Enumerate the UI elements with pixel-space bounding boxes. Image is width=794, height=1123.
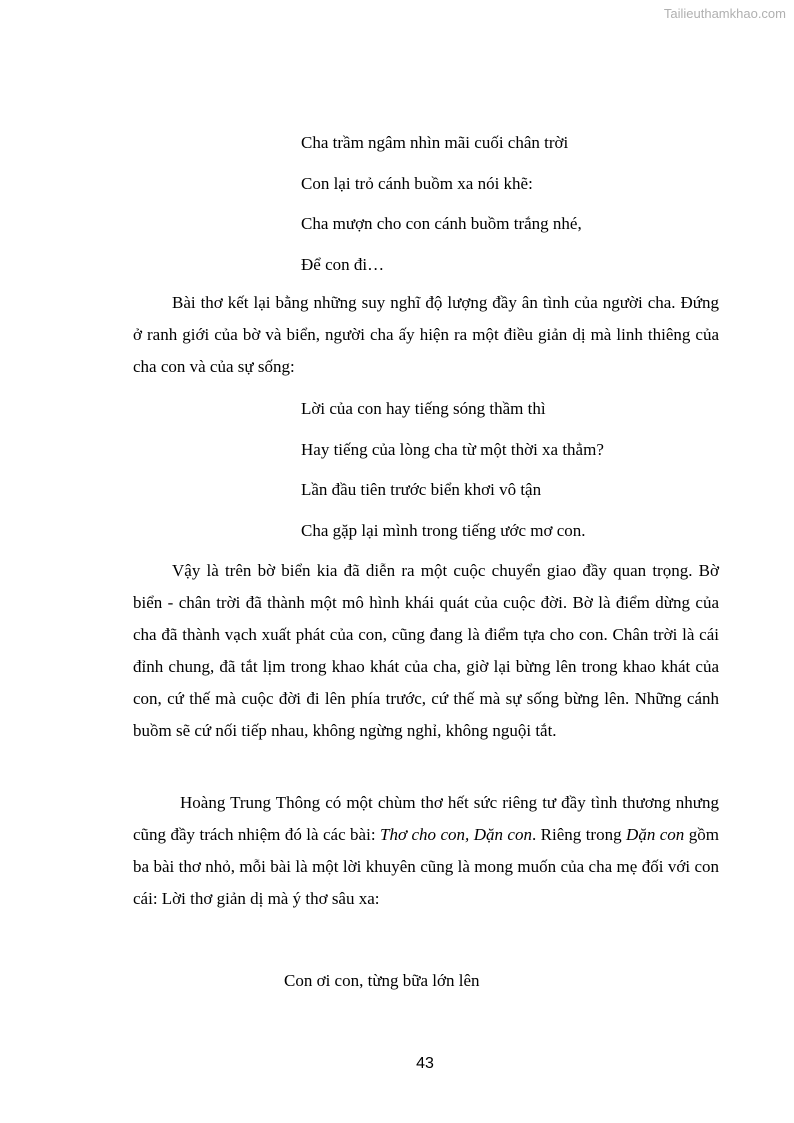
poem-stanza-2 bbox=[301, 399, 604, 561]
poem-title: Dặn con bbox=[626, 825, 685, 844]
poem-titles: Thơ cho con, Dặn con bbox=[380, 825, 532, 844]
paragraph-3 bbox=[133, 787, 719, 915]
paragraph-3-text: gồm ba bài thơ nhỏ, mỗi bài là một lời khuyên cũng là mong muốn của cha mẹ đối với con cái: Lời thơ giản dị mà ý thơ sâu xa: bbox=[133, 825, 719, 908]
verse-line: Cha mượn cho con cánh buồm trắng nhé, bbox=[301, 214, 582, 233]
poem-stanza-1 bbox=[301, 133, 582, 295]
paragraph-3-text: . Riêng trong bbox=[531, 825, 627, 844]
verse-line: Cha trầm ngâm nhìn mãi cuối chân trời bbox=[301, 133, 569, 152]
page-number: 43 bbox=[416, 1055, 434, 1072]
verse-line: Hay tiếng của lòng cha từ một thời xa thẳm? bbox=[301, 439, 604, 459]
verse-line: Lời của con hay tiếng sóng thầm thì bbox=[301, 399, 546, 418]
paragraph-2: Vậy là trên bờ biển kia đã diễn ra một cuộc chuyển giao đầy quan trọng. Bờ biển - chân trời đã thành một mô hình khái quát của cuộc đời. Bờ là điểm dừng của cha đã thành vạch xuất phát của con, cũng đang là điểm tựa cho con. Chân trời là cái đỉnh chung, đã tắt lịm trong khao khát của cha, giờ lại bừng lên trong khao khát của con, cứ thế mà cuộc đời đi lên phía trước, cứ thế mà sự sống bừng lên. Những cánh buồm sẽ cứ nối tiếp nhau, không ngừng nghỉ, không nguội tắt. bbox=[133, 561, 719, 740]
verse-line: Cha gặp lại mình trong tiếng ước mơ con. bbox=[301, 520, 586, 540]
verse-line: Con lại trỏ cánh buồm xa nói khẽ: bbox=[301, 173, 533, 193]
verse-line: Để con đi… bbox=[301, 254, 385, 274]
verse-line: Lần đầu tiên trước biển khơi vô tận bbox=[301, 480, 542, 499]
watermark: Tailieuthamkhao.com bbox=[663, 6, 786, 21]
verse-line: Con ơi con, từng bữa lớn lên bbox=[284, 971, 480, 990]
paragraph-1: Bài thơ kết lại bằng những suy nghĩ độ lượng đầy ân tình của người cha. Đứng ở ranh giới của bờ và biển, người cha ấy hiện ra một điều giản dị mà linh thiêng của cha con và của sự sống: bbox=[133, 293, 719, 376]
paragraph-3-text: Hoàng Trung Thông có một chùm thơ hết sức riêng tư đầy tình thương nhưng cũng đầy trách nhiệm đó là các bài: bbox=[133, 793, 719, 844]
